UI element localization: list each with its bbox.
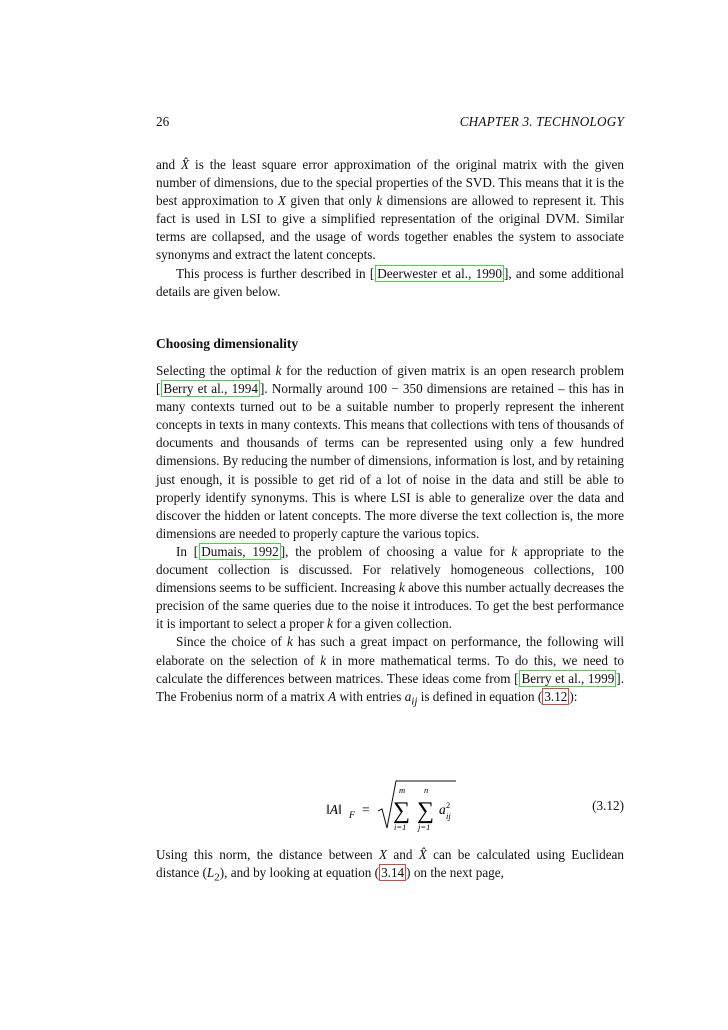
body-section	[156, 362, 624, 710]
eq-equals: =	[362, 802, 370, 817]
body-paragraph-2: This process is further described in [ Deerwester et al., 1990 ], and some additional details are given below.	[156, 265, 624, 299]
citation-link-berry-1994[interactable]: Berry et al., 1994	[163, 381, 258, 397]
body-paragraph-3: Selecting the optimal k for the reduction of given matrix is an open research problem [ Berry et al., 1994 ]. Normally around 100 − 350 dimensions are retained – this has in many contexts turned out to be a suitable number to properly represent the inherent concepts in texts in many contexts. This means that collections with tens of thousands of documents and thousands of terms can be represented using only a few hundred dimensions. By reducing the number of dimensions, information is lost, and by retaining just enough, it is possible to get rid of a lot of noise in the data and still be able to properly identify synonyms. This is where LSI is able to generalize over the data and discover the hidden or latent concepts. The more diverse the text collection is, the more dimensions are needed to properly capture the various topics.	[156, 363, 624, 541]
equation-figure	[156, 778, 624, 838]
body-paragraph-5: Since the choice of k has such a great impact on performance, the following will elaborate on the selection of k in more mathematical terms. To do this, we need to calculate the differences between matrices. These ideas come from [ Berry et al., 1999 ]. The Frobenius norm of a matrix A with entries $a_{ij}$ is defined in equation ( 3.12 ):	[156, 634, 624, 708]
body-paragraph-4: In [ Dumais, 1992 ], the problem of choosing a value for k appropriate to the document collection is discussed. For relatively homogeneous collections, 100 dimensions seems to be sufficient. Increasing k above this number actually decreases the precision of the same queries due to the noise it introduces. To get the best performance it is important to select a proper k for a given collection.	[156, 543, 624, 632]
citation-link-berry-1999[interactable]: Berry et al., 1999	[521, 670, 615, 686]
sum1-upper: m	[399, 785, 406, 795]
sum2-sigma: ∑	[417, 798, 435, 824]
equation-ref-3-14[interactable]: 3.14	[381, 865, 405, 881]
eq-lhs: ‖A‖	[326, 802, 342, 817]
equation-3-12	[156, 778, 624, 838]
body-paragraph-1: and X̂ is the least square error approximation of the original matrix with the given number of dimensions, due to the special properties of the SVD. This means that it is the best approximation to X given that only k dimensions are allowed to represent it. This fact is used in LSI to give a simplified representation of the original DVM. Similar terms are collapsed, and the usage of words together enables the system to associate synonyms and extract the latent concepts. This process is further described in [ Deerwester et al., 1990 ], and some additional details are given below.	[156, 156, 624, 301]
chapter-title: CHAPTER 3. TECHNOLOGY	[459, 114, 624, 129]
sum2-lower: j=1	[418, 822, 431, 832]
body-paragraph-6: Using this norm, the distance between X and X̂ can be calculated using Euclidean distance $(L_2)$, and by looking at equation ( 3.14 ) on the next page,	[156, 847, 624, 884]
eq-term-sub: ij	[446, 811, 451, 821]
sum1-sigma: ∑	[393, 798, 411, 824]
running-header	[156, 114, 624, 130]
eq-lhs-sub: F	[349, 811, 355, 821]
citation-link-dumais[interactable]: Dumais, 1992	[201, 543, 279, 559]
citation-link-deerwester[interactable]: Deerwester et al., 1990	[377, 265, 502, 281]
eq-term: a	[439, 802, 446, 817]
page-number: 26	[156, 114, 170, 129]
section-heading: Choosing dimensionality	[156, 336, 299, 351]
sum1-lower: i=1	[394, 822, 407, 832]
equation-number: (3.12)	[592, 798, 624, 813]
sum2-upper: n	[424, 785, 429, 795]
equation-ref-3-12[interactable]: 3.12	[544, 688, 568, 704]
eq-term-sup: 2	[446, 800, 451, 810]
